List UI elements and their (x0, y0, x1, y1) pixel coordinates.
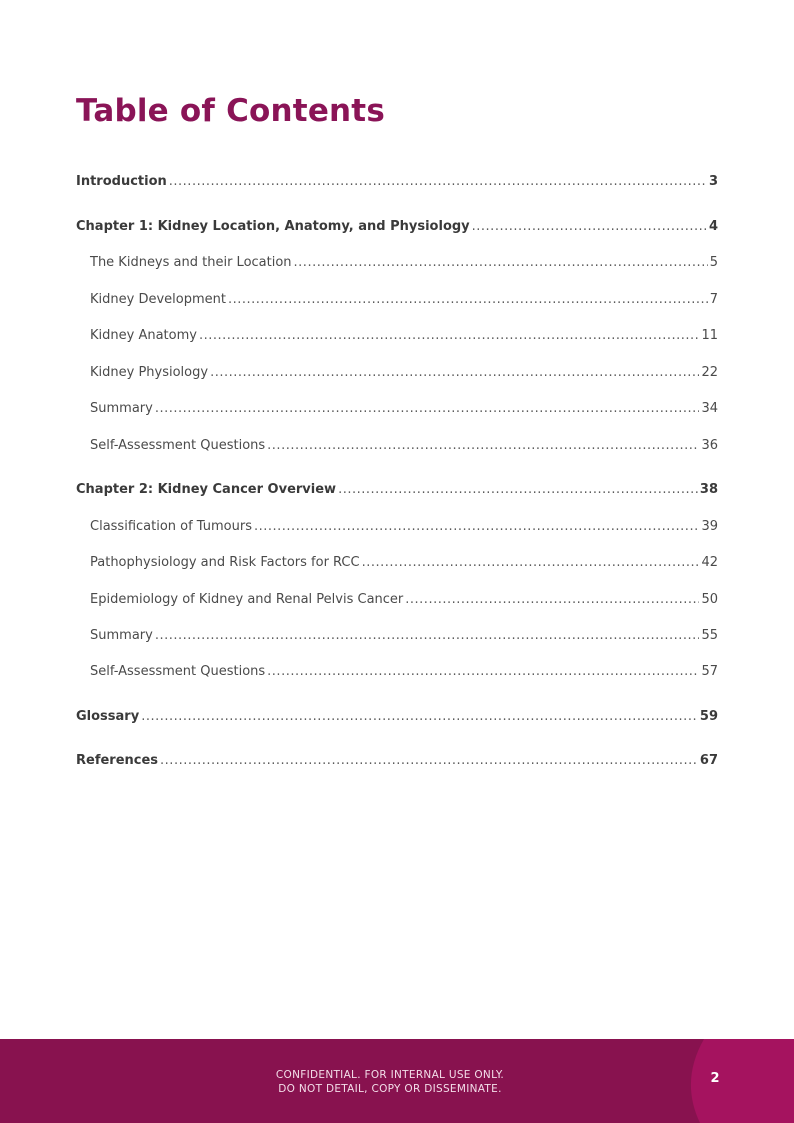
toc-entry-label: Classification of Tumours (90, 519, 252, 534)
toc-entry-label: Chapter 1: Kidney Location, Anatomy, and Physiology (76, 219, 470, 234)
toc-entry-label: Self-Assessment Questions (90, 664, 266, 679)
toc-entry-classification[interactable] (76, 515, 718, 539)
toc-entry-page: 7 (709, 292, 718, 307)
toc-entry-kidneys-location[interactable] (76, 251, 718, 275)
toc-entry-summary-2[interactable] (76, 624, 718, 648)
confidentiality-notice (200, 1068, 580, 1096)
toc-entry-pathophysiology[interactable] (76, 551, 718, 575)
toc-entry-epidemiology[interactable] (76, 588, 718, 612)
toc-entry-label: Self-Assessment Questions (90, 438, 266, 453)
toc-entry-page: 38 (699, 482, 718, 497)
dot-leader (472, 215, 707, 239)
toc-entry-page: 57 (701, 664, 718, 679)
toc-entry-page: 22 (701, 365, 718, 380)
toc-entry-page: 42 (701, 555, 718, 570)
toc-entry-summary-1[interactable] (76, 397, 718, 421)
toc-entry-page: 36 (701, 438, 718, 453)
dot-leader (254, 515, 699, 539)
toc-entry-page: 59 (699, 709, 718, 724)
dot-leader (267, 660, 699, 684)
dot-leader (228, 288, 708, 312)
toc-entry-kidney-physiology[interactable] (76, 361, 718, 385)
toc-entry-page: 39 (701, 519, 718, 534)
dot-leader (141, 705, 698, 729)
toc-entry-label: Chapter 2: Kidney Cancer Overview (76, 482, 337, 497)
toc-entry-label: The Kidneys and their Location (90, 255, 292, 270)
dot-leader (405, 588, 699, 612)
dot-leader (210, 361, 699, 385)
dot-leader (267, 434, 699, 458)
toc-entry-introduction[interactable] (76, 170, 718, 194)
toc-entry-label: Glossary (76, 709, 140, 724)
dot-leader (169, 170, 707, 194)
toc-entry-label: Kidney Development (90, 292, 226, 307)
toc-entry-glossary[interactable] (76, 705, 718, 729)
dot-leader (362, 551, 700, 575)
toc-entry-label: Introduction (76, 174, 167, 189)
toc-entry-chapter-1[interactable] (76, 215, 718, 239)
page-number: 2 (710, 1071, 720, 1086)
toc-entry-self-assessment-2[interactable] (76, 660, 718, 684)
dot-leader (155, 624, 700, 648)
toc-entry-kidney-anatomy[interactable] (76, 324, 718, 348)
toc-entry-page: 5 (709, 255, 718, 270)
toc-entry-page: 11 (701, 328, 718, 343)
toc-entry-page: 50 (701, 592, 718, 607)
toc-entry-label: Kidney Anatomy (90, 328, 197, 343)
toc-entry-page: 34 (701, 401, 718, 416)
page-footer (0, 1039, 794, 1123)
dot-leader (155, 397, 700, 421)
toc-entry-page: 67 (699, 753, 718, 768)
page-title: Table of Contents (76, 93, 385, 129)
toc-entry-page: 4 (708, 219, 718, 234)
toc-entry-self-assessment-1[interactable] (76, 434, 718, 458)
toc-entry-kidney-development[interactable] (76, 288, 718, 312)
toc-entry-label: Kidney Physiology (90, 365, 209, 380)
confidentiality-line-1: CONFIDENTIAL. FOR INTERNAL USE ONLY. (275, 1069, 505, 1081)
toc-entry-label: Pathophysiology and Risk Factors for RCC (90, 555, 360, 570)
dot-leader (199, 324, 699, 348)
toc-entry-references[interactable] (76, 749, 718, 773)
confidentiality-line-2: DO NOT DETAIL, COPY OR DISSEMINATE. (278, 1083, 502, 1095)
toc-entry-label: References (76, 753, 159, 768)
toc-entry-page: 3 (708, 174, 718, 189)
dot-leader (294, 251, 708, 275)
toc-entry-chapter-2[interactable] (76, 478, 718, 502)
toc-entry-label: Summary (90, 401, 153, 416)
toc-entry-page: 55 (701, 628, 718, 643)
toc-entry-label: Epidemiology of Kidney and Renal Pelvis Cancer (90, 592, 404, 607)
toc-entry-label: Summary (90, 628, 153, 643)
dot-leader (338, 478, 698, 502)
dot-leader (160, 749, 698, 773)
